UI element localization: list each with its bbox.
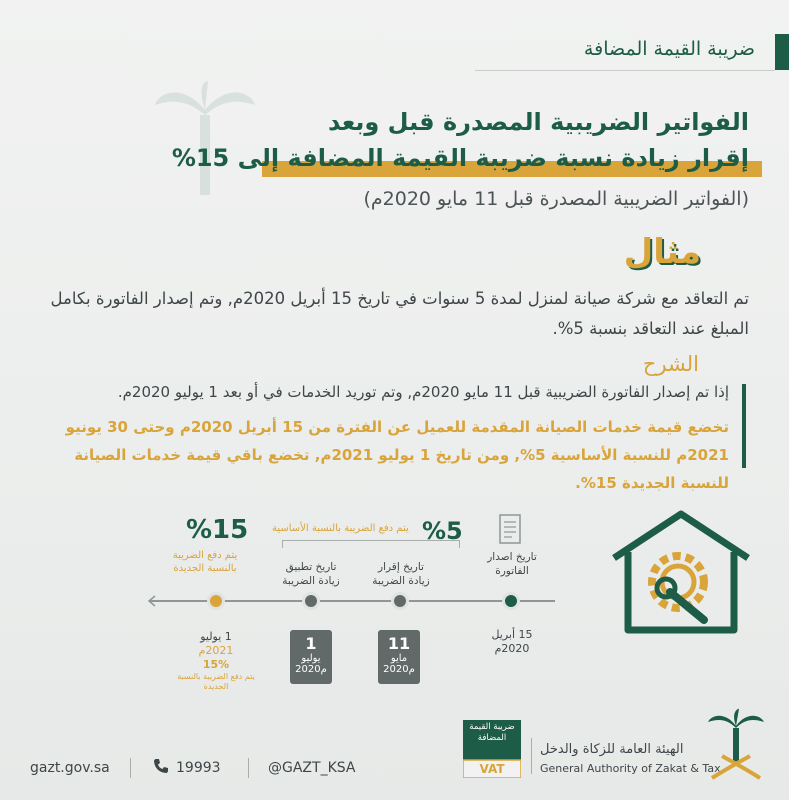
event-apply-day: 1 bbox=[305, 634, 317, 653]
footer-divider bbox=[248, 758, 249, 778]
rate-new-label: %15 bbox=[186, 515, 249, 545]
event-approval-label: تاريخ إقرار زيادة الضريبة bbox=[372, 561, 430, 587]
event-apply-year: 2020م bbox=[295, 664, 327, 675]
event-apply-label: تاريخ تطبيق زيادة الضريبة bbox=[282, 561, 340, 587]
event-new-rate-date bbox=[186, 630, 246, 672]
event-invoice-date-line2: 2020م bbox=[494, 642, 530, 655]
header-accent-bar bbox=[775, 34, 789, 70]
rate-new-note: يتم دفع الضريبة بالنسبة الجديدة bbox=[172, 550, 238, 574]
footer-divider bbox=[130, 758, 131, 778]
event-new-rate-date-line1: 1 يوليو bbox=[200, 630, 232, 643]
timeline-dot-approval bbox=[391, 592, 409, 610]
authority-name-arabic: الهيئة العامة للزكاة والدخل bbox=[540, 742, 684, 757]
rate-old-label: %5 bbox=[422, 517, 463, 545]
timeline-dot-invoice bbox=[502, 592, 520, 610]
house-gear-wrench-icon bbox=[606, 508, 756, 638]
event-invoice-label: تاريخ اصدار الفاتورة bbox=[487, 551, 537, 577]
explanation-accent-bar bbox=[742, 384, 746, 468]
event-invoice-date-line1: 15 أبريل bbox=[491, 628, 533, 641]
header-divider bbox=[475, 70, 775, 71]
subtitle: (الفواتير الضريبية المصدرة قبل 11 مايو 2020م) bbox=[363, 188, 749, 210]
main-title-line2: إقرار زيادة نسبة ضريبة القيمة المضافة إلى 15% bbox=[171, 144, 749, 172]
palm-swords-logo-icon bbox=[706, 708, 766, 780]
event-apply-date-box bbox=[290, 630, 332, 684]
event-approval-day: 11 bbox=[387, 634, 411, 653]
event-new-rate-date-line2: 2021م bbox=[198, 644, 234, 657]
example-heading: مثال bbox=[623, 232, 701, 272]
rate-old-bracket bbox=[282, 540, 460, 548]
vat-logo-english: VAT bbox=[479, 762, 505, 776]
event-invoice-date bbox=[484, 628, 540, 656]
category-title: ضريبة القيمة المضافة bbox=[583, 38, 755, 60]
authority-name-english: General Authority of Zakat & Tax bbox=[540, 762, 721, 775]
footer-website[interactable]: gazt.gov.sa bbox=[30, 760, 110, 776]
vat-logo-arabic: ضريبة القيمة المضافة bbox=[469, 722, 515, 743]
timeline-arrow-icon bbox=[145, 595, 185, 607]
event-approval-year: 2020م bbox=[383, 664, 415, 675]
event-apply-month: يوليو bbox=[301, 653, 321, 664]
timeline-dot-apply bbox=[302, 592, 320, 610]
event-new-rate-note: يتم دفع الضريبة بالنسبة الجديدة bbox=[177, 672, 255, 691]
explanation-line1: إذا تم إصدار الفاتورة الضريبية قبل 11 مايو 2020م, وتم توريد الخدمات في أو بعد 1 يوليو 2020م. bbox=[117, 383, 729, 401]
explanation-line2: تخضع قيمة خدمات الصيانة المقدمة للعميل عن الفترة من 15 أبريل 2020م وحتى 30 يونيو 2021م للنسبة الأساسية 5%, ومن تاريخ 1 يوليو 2021م, تخضع باقي قيمة خدمات الصيانة للنسبة الجديدة 15%. bbox=[65, 418, 729, 492]
document-icon bbox=[498, 513, 524, 547]
footer-phone[interactable]: 19993 bbox=[176, 760, 221, 776]
event-new-rate-value: 15% bbox=[202, 658, 230, 671]
event-approval-month: مايو bbox=[390, 653, 408, 664]
footer-social-handle[interactable]: @GAZT_KSA bbox=[268, 760, 356, 776]
explanation-heading: الشرح bbox=[642, 352, 699, 376]
rate-old-note: يتم دفع الضريبة بالنسبة الأساسية bbox=[272, 523, 409, 534]
phone-icon bbox=[152, 757, 170, 775]
timeline-dot-new-rate bbox=[207, 592, 225, 610]
event-approval-date-box bbox=[378, 630, 420, 684]
main-title-line1: الفواتير الضريبية المصدرة قبل وبعد bbox=[327, 108, 749, 136]
footer-logo-divider bbox=[531, 738, 532, 774]
example-text: تم التعاقد مع شركة صيانة لمنزل لمدة 5 سنوات في تاريخ 15 أبريل 2020م, وتم إصدار الفاتورة بكامل المبلغ عند التعاقد بنسبة 5%. bbox=[50, 289, 749, 338]
